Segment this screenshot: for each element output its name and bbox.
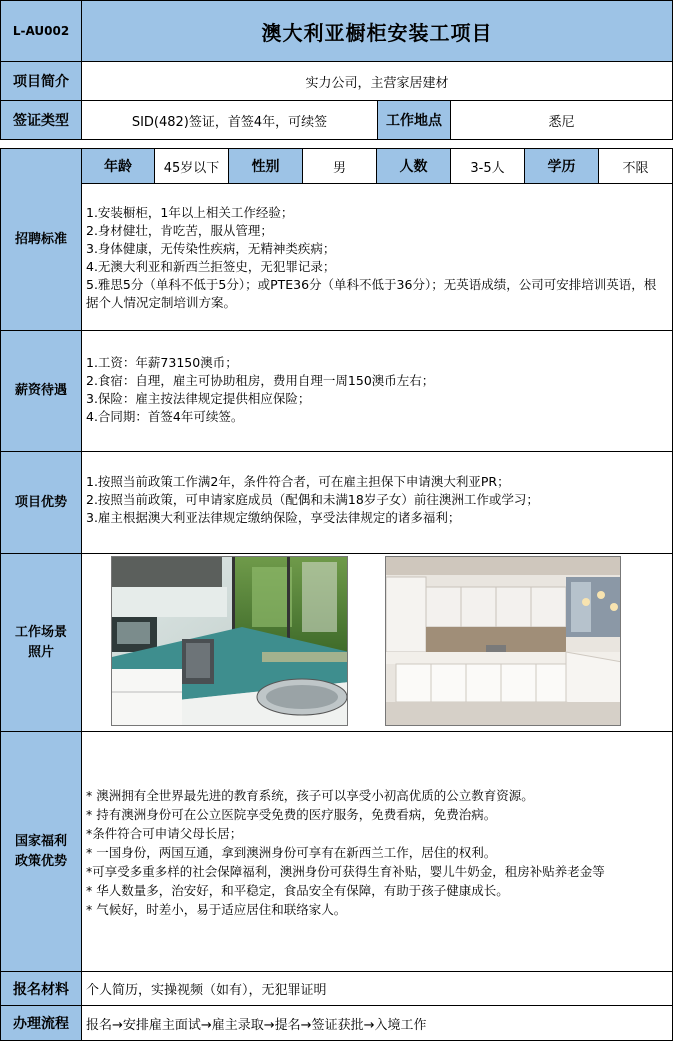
location-value: 悉尼 (450, 100, 673, 140)
edu-value: 不限 (598, 148, 673, 184)
kitchen-photo-2 (385, 556, 621, 726)
list-item: *可享受多重多样的社会保障福利，澳洲身份可获得生育补贴，婴儿牛奶金，租房补贴养老金等 (86, 864, 605, 879)
list-item: *条件符合可申请父母长居； (86, 826, 243, 841)
photos-label: 工作场景 照片 (0, 553, 82, 732)
advantages-list (81, 451, 673, 554)
age-label: 年龄 (81, 148, 155, 184)
visa-label: 签证类型 (0, 100, 82, 140)
list-item: * 持有澳洲身份可在公立医院享受免费的医疗服务，免费看病，免费治病。 (86, 807, 497, 822)
list-item: 2.食宿：自理，雇主可协助租房，费用自理一周150澳币左右； (86, 373, 435, 388)
list-item: 5.雅思5分（单科不低于5分）；或PTE36分（单科不低于36分）；无英语成绩，公司可安排培训英语，根据个人情况定制培训方案。 (86, 277, 657, 310)
salary-list (81, 330, 673, 452)
list-item: 4.合同期：首签4年可续签。 (86, 409, 244, 424)
count-label: 人数 (376, 148, 451, 184)
list-item: 2.按照当前政策，可申请家庭成员（配偶和未满18岁子女）前往澳洲工作或学习； (86, 492, 539, 507)
list-item: 1.安装橱柜，1年以上相关工作经验； (86, 205, 294, 220)
list-item: * 华人数量多，治安好，和平稳定，食品安全有保障，有助于孩子健康成长。 (86, 883, 509, 898)
materials-value: 个人简历，实操视频（如有），无犯罪证明 (81, 971, 673, 1006)
age-value: 45岁以下 (154, 148, 229, 184)
list-item: * 一国身份，两国互通，拿到澳洲身份可享有在新西兰工作，居住的权利。 (86, 845, 497, 860)
requirements-label: 招聘标准 (0, 148, 82, 331)
edu-label: 学历 (524, 148, 599, 184)
list-item: 1.按照当前政策工作满2年，条件符合者，可在雇主担保下申请澳大利亚PR； (86, 474, 510, 489)
welfare-list (81, 731, 673, 972)
materials-label: 报名材料 (0, 971, 82, 1006)
intro-label: 项目简介 (0, 61, 82, 101)
visa-value: SID(482)签证，首签4年，可续签 (81, 100, 378, 140)
project-code: L-AU002 (0, 0, 82, 62)
list-item: * 澳洲拥有全世界最先进的教育系统，孩子可以享受小初高优质的公立教育资源。 (86, 788, 534, 803)
list-item: 3.保险：雇主按法律规定提供相应保险； (86, 391, 311, 406)
location-label: 工作地点 (377, 100, 451, 140)
list-item: 1.工资：年薪73150澳币； (86, 355, 238, 370)
intro-value: 实力公司，主营家居建材 (81, 61, 673, 101)
process-value: 报名→安排雇主面试→雇主录取→提名→签证获批→入境工作 (81, 1005, 673, 1041)
page-title: 澳大利亚橱柜安装工项目 (81, 0, 673, 62)
requirements-list (81, 183, 673, 331)
salary-label: 薪资待遇 (0, 330, 82, 452)
kitchen-photo-1 (111, 556, 348, 726)
gender-label: 性别 (228, 148, 303, 184)
list-item: * 气候好，时差小，易于适应居住和联络家人。 (86, 902, 347, 917)
list-item: 3.雇主根据澳大利亚法律规定缴纳保险，享受法律规定的诸多福利； (86, 510, 461, 525)
list-item: 2.身材健壮，肯吃苦，服从管理； (86, 223, 273, 238)
welfare-label: 国家福利 政策优势 (0, 731, 82, 972)
list-item: 3.身体健康，无传染性疾病，无精神类疾病； (86, 241, 336, 256)
gender-value: 男 (302, 148, 377, 184)
count-value: 3-5人 (450, 148, 525, 184)
process-label: 办理流程 (0, 1005, 82, 1041)
list-item: 4.无澳大利亚和新西兰拒签史，无犯罪记录； (86, 259, 336, 274)
kitchen-photo-1-image (112, 557, 348, 726)
advantages-label: 项目优势 (0, 451, 82, 554)
kitchen-photo-2-image (386, 557, 621, 726)
